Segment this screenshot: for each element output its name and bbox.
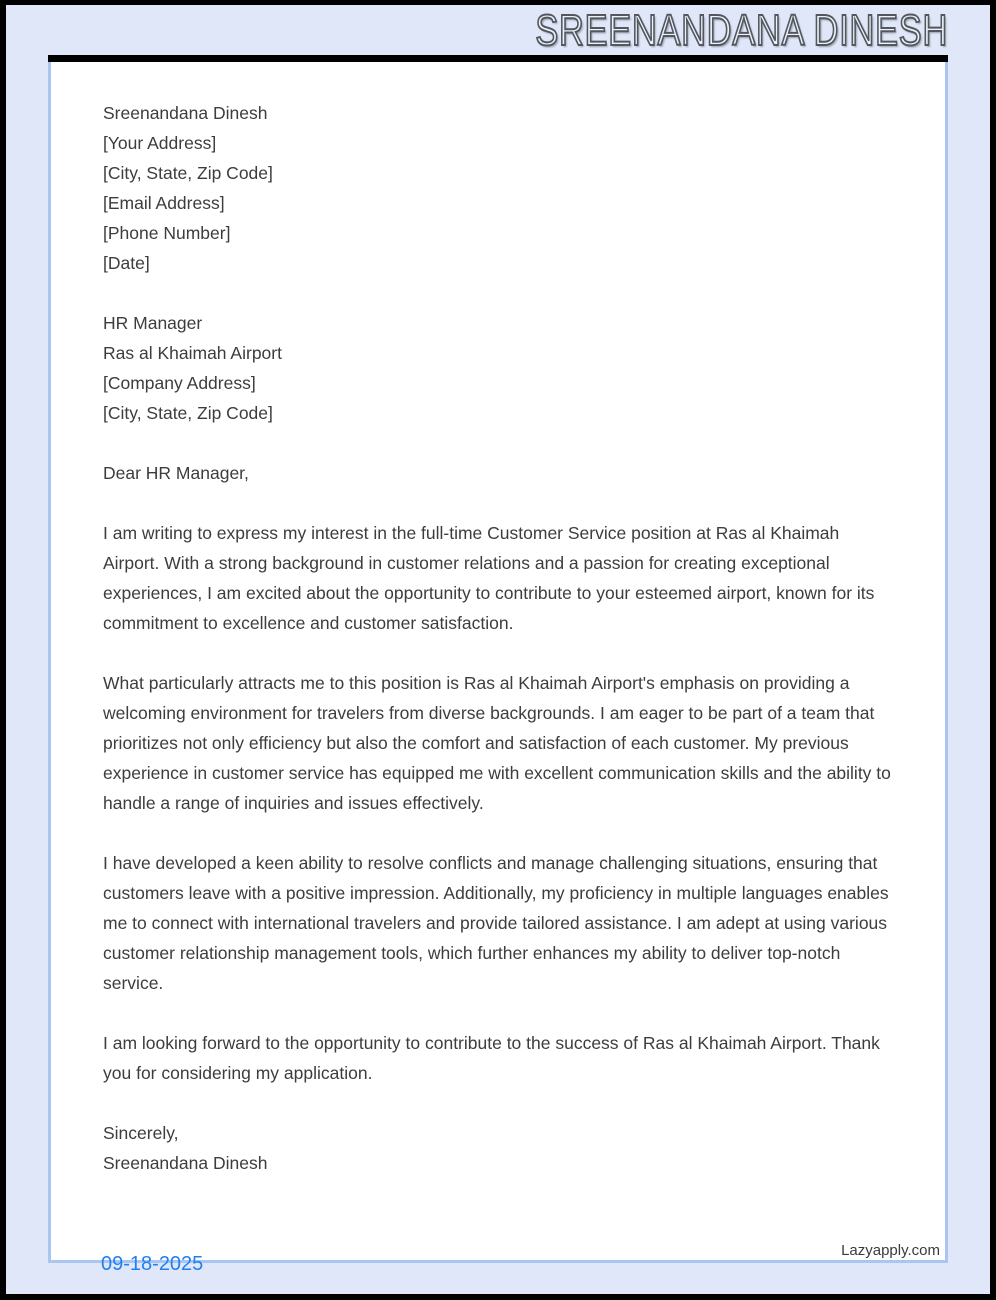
sender-email: [Email Address] <box>103 193 225 213</box>
closing-salutation: Sincerely, <box>103 1123 179 1143</box>
recipient-city-state-zip: [City, State, Zip Code] <box>103 403 273 423</box>
body-paragraph-2: What particularly attracts me to this position is Ras al Khaimah Airport's emphasis on providing a welcoming environment for travelers from diverse backgrounds. I am eager to be part of a team that prioritizes not only efficiency but also the comfort and satisfaction of each customer. My previous experience in customer service has equipped me with excellent communication skills and the ability to handle a range of inquiries and issues effectively. <box>103 673 891 813</box>
recipient-address: [Company Address] <box>103 373 256 393</box>
recipient-block <box>103 308 893 428</box>
sender-address: [Your Address] <box>103 133 217 153</box>
letter-date[interactable]: 09-18-2025 <box>101 1253 204 1275</box>
page-header <box>48 7 948 55</box>
signature-name: Sreenandana Dinesh <box>103 1153 268 1173</box>
candidate-name-heading: SREENANDANA DINESH <box>535 6 948 55</box>
sender-block <box>103 98 893 278</box>
body-paragraph-4: I am looking forward to the opportunity to contribute to the success of Ras al Khaimah Airport. Thank you for considering my application. <box>103 1033 880 1083</box>
sender-phone: [Phone Number] <box>103 223 231 243</box>
recipient-company: Ras al Khaimah Airport <box>103 343 282 363</box>
closing-block <box>103 1118 893 1178</box>
body-paragraph-3: I have developed a keen ability to resolve conflicts and manage challenging situations, ensuring that customers leave with a positive impression. Additionally, my proficiency in multiple languages enables me to connect with international travelers and provide tailored assistance. I am adept at using various customer relationship management tools, which further enhances my ability to deliver top-notch service. <box>103 853 889 993</box>
sender-city-state-zip: [City, State, Zip Code] <box>103 163 273 183</box>
header-divider <box>48 55 948 62</box>
recipient-title: HR Manager <box>103 313 203 333</box>
salutation: Dear HR Manager, <box>103 463 249 483</box>
lazyapply-watermark[interactable]: Lazyapply.com <box>841 1242 940 1259</box>
sender-date-placeholder: [Date] <box>103 253 150 273</box>
body-paragraph-1: I am writing to express my interest in the full-time Customer Service position at Ras al Khaimah Airport. With a strong background in customer relations and a passion for creating exceptional experiences, I am excited about the opportunity to contribute to your esteemed airport, known for its commitment to excellence and customer satisfaction. <box>103 523 875 633</box>
letter-page <box>48 62 948 1275</box>
sender-name: Sreenandana Dinesh <box>103 103 268 123</box>
